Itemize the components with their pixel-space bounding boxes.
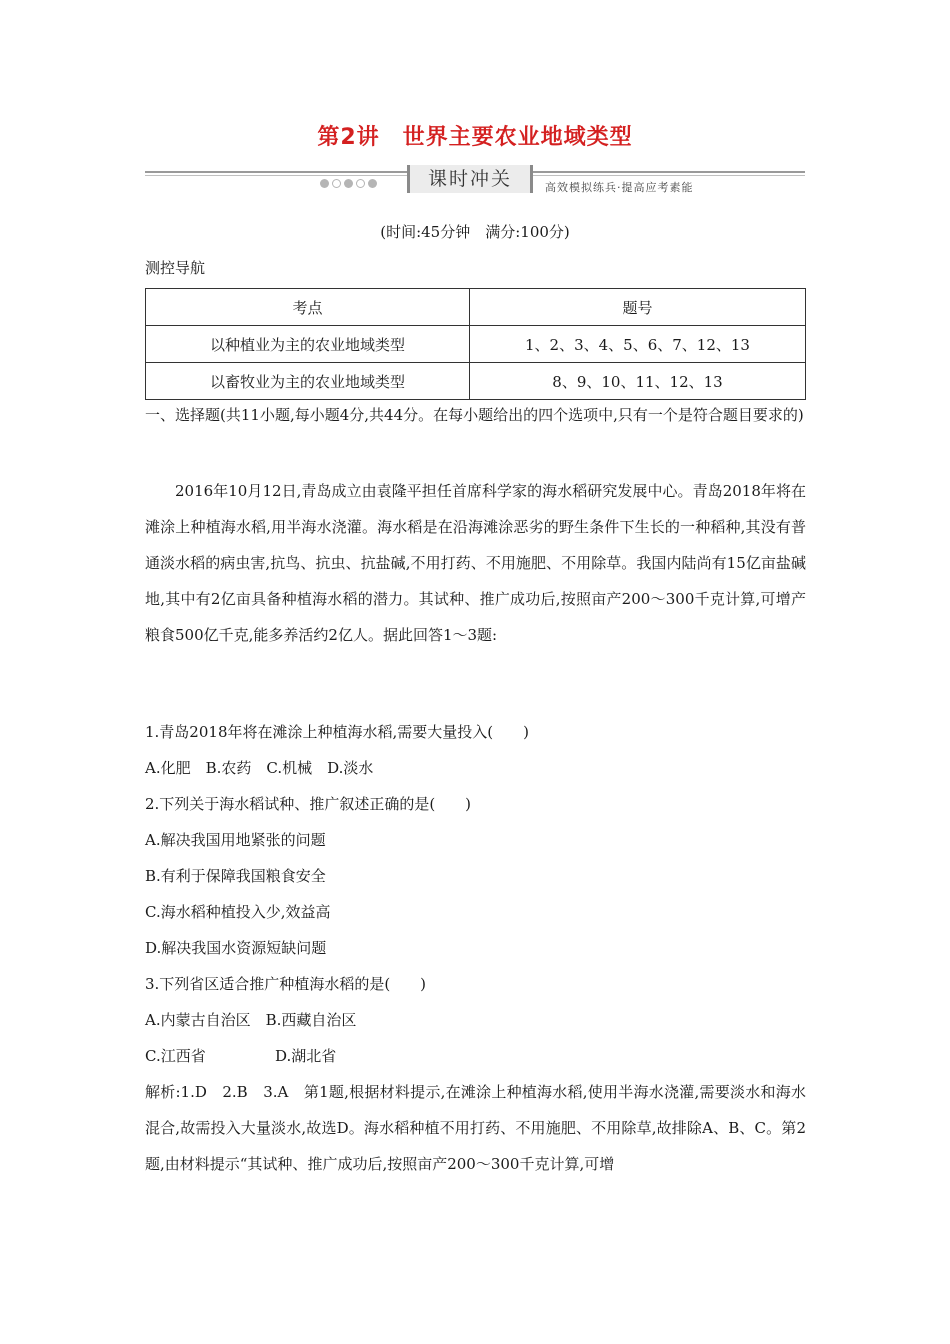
table-cell: 8、9、10、11、12、13 (470, 363, 806, 400)
section-intro: 一、选择题(共11小题,每小题4分,共44分。在每小题给出的四个选项中,只有一个是符合题目要求的) (145, 406, 804, 424)
table-row (146, 326, 806, 363)
question-3: 3.下列省区适合推广种植海水稻的是( ) (145, 975, 427, 993)
question-2-option-a: A.解决我国用地紧张的问题 (145, 831, 326, 849)
table-header-row (146, 289, 806, 326)
question-2-option-d: D.解决我国水资源短缺问题 (145, 939, 327, 957)
table-cell: 以畜牧业为主的农业地域类型 (146, 363, 470, 400)
banner-label: 课时冲关 (407, 165, 533, 193)
question-3-options-ab: A.内蒙古自治区 B.西藏自治区 (145, 1011, 357, 1029)
table-row (146, 363, 806, 400)
banner-dots-icon (320, 179, 377, 188)
nav-table (145, 288, 806, 400)
question-1-options: A.化肥 B.农药 C.机械 D.淡水 (145, 759, 374, 777)
table-cell: 以种植业为主的农业地域类型 (146, 326, 470, 363)
question-2-option-b: B.有利于保障我国粮食安全 (145, 867, 326, 885)
time-info: (时间:45分钟 满分:100分) (380, 223, 570, 241)
question-1: 1.青岛2018年将在滩涂上种植海水稻,需要大量投入( ) (145, 723, 529, 741)
nav-label: 测控导航 (145, 259, 206, 277)
question-2: 2.下列关于海水稻试种、推广叙述正确的是( ) (145, 795, 472, 813)
section-banner (145, 165, 805, 195)
banner-slogan: 高效模拟练兵·提高应考素能 (545, 181, 694, 194)
question-3-option-d: D.湖北省 (275, 1047, 337, 1065)
page-title: 第2讲 世界主要农业地域类型 (317, 125, 633, 150)
question-3-option-c: C.江西省 (145, 1047, 206, 1065)
question-2-option-c: C.海水稻种植投入少,效益高 (145, 903, 331, 921)
table-cell: 1、2、3、4、5、6、7、12、13 (470, 326, 806, 363)
table-header: 考点 (146, 289, 470, 326)
analysis: 解析:1.D 2.B 3.A 第1题,根据材料提示,在滩涂上种植海水稻,使用半海水浇灌,需要淡水和海水混合,故需投入大量淡水,故选D。海水稻种植不用打药、不用施肥、不用除草,故排除A、B、C。第2题,由材料提示“其试种、推广成功后,按照亩产200～300千克计算,可增 (145, 1083, 806, 1173)
table-header: 题号 (470, 289, 806, 326)
passage: 2016年10月12日,青岛成立由袁隆平担任首席科学家的海水稻研究发展中心。青岛2018年将在滩涂上种植海水稻,用半海水浇灌。海水稻是在沿海滩涂恶劣的野生条件下生长的一种稻种,其没有普通淡水稻的病虫害,抗鸟、抗虫、抗盐碱,不用打药、不用施肥、不用除草。我国内陆尚有15亿亩盐碱地,其中有2亿亩具备种植海水稻的潜力。其试种、推广成功后,按照亩产200～300千克计算,可增产粮食500亿千克,能多养活约2亿人。据此回答1～3题: (145, 482, 806, 644)
